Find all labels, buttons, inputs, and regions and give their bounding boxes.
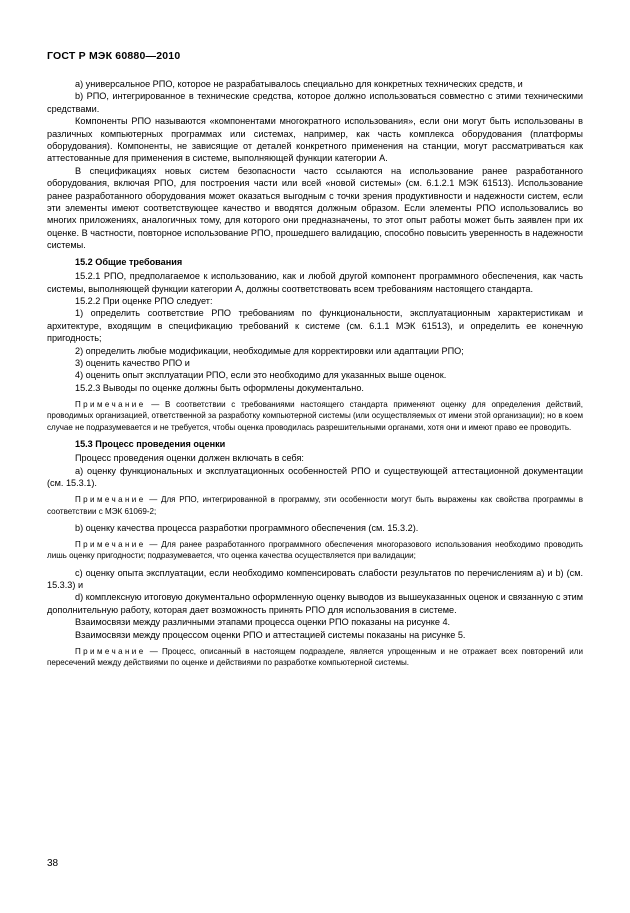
paragraph: а) универсальное РПО, которое не разрабатывалось специально для конкретных технических средств, и bbox=[75, 79, 523, 89]
note bbox=[47, 539, 583, 561]
list-item: 2) определить любые модификации, необходимые для корректировки или адаптации РПО; bbox=[75, 345, 464, 356]
list-item: b) оценку качества процесса разработки программного обеспечения (см. 15.3.2). bbox=[75, 522, 419, 533]
note bbox=[47, 494, 583, 516]
document-header: ГОСТ Р МЭК 60880—2010 bbox=[47, 50, 181, 62]
note-label: Примечание bbox=[75, 540, 146, 550]
section-heading-15-2: 15.2 Общие требования bbox=[75, 256, 183, 267]
note bbox=[47, 399, 583, 433]
paragraph: 15.2.2 При оценке РПО следует: bbox=[75, 295, 213, 306]
document-body bbox=[47, 78, 583, 673]
note-text: — В соответствии с требованиями настоящего стандарта применяют оценку для определения действий, проводимых организацией, ответственной за разработку компьютерной системы (или осуществляемых от имени этой организации); но в коем случае не подразумевается и не требуется, чтобы оценка проводилась разрешительными органами, хотя они и имеют право ее проводить. bbox=[47, 400, 583, 432]
note-label: Примечание bbox=[75, 400, 146, 410]
list-item: а) оценку функциональных и эксплуатационных особенностей РПО и существующей аттестационной документации (см. 15.3.1). bbox=[47, 465, 583, 488]
note-label: Примечание bbox=[75, 495, 146, 505]
note bbox=[47, 646, 583, 668]
paragraph: Процесс проведения оценки должен включать в себя: bbox=[75, 453, 304, 464]
note-text: — Процесс, описанный в настоящем подразделе, является упрощенным и не отражает всех повторений или пересечений между действиями по оценке и действиями по разработке компьютерной системы. bbox=[47, 647, 583, 668]
section-heading-15-3: 15.3 Процесс проведения оценки bbox=[75, 438, 226, 449]
paragraph: b) РПО, интегрированное в технические средства, которое должно использоваться совместно с этими техническими средствами. bbox=[47, 91, 583, 114]
note-text: — Для ранее разработанного программного обеспечения многоразового использования необходимо проводить лишь оценку пригодности; подразумевается, что оценка качества осуществляется при валидации; bbox=[47, 540, 583, 561]
page-number: 38 bbox=[47, 858, 59, 869]
list-item: 3) оценить качество РПО и bbox=[75, 357, 190, 368]
note-label: Примечание bbox=[75, 647, 146, 657]
paragraph: Взаимосвязи между различными этапами процесса оценки РПО показаны на рисунке 4. bbox=[75, 617, 451, 628]
paragraph: 15.2.3 Выводы по оценке должны быть оформлены документально. bbox=[75, 382, 364, 393]
paragraph: Компоненты РПО называются «компонентами многократного использования», если они могут быть использованы в различных компьютерных программах или системах, например, как часть комплекса оборудования (платформы оборудования). Компоненты, не зависящие от деталей конкретного применения на станции, могут рассматриваться как аттестованные для применения в системе, выполняющей функции категории А. bbox=[47, 116, 583, 164]
list-item: d) комплексную итоговую документально оформленную оценку выводов из вышеуказанных оценок и связанную с этим дополнительную работу, которая дает возможность принять РПО для использования в системе. bbox=[47, 592, 583, 615]
note-text: — Для РПО, интегрированной в программу, эти особенности могут быть выражены как свойства программы в соответствии с МЭК 61069-2; bbox=[47, 495, 583, 516]
list-item: 1) определить соответствие РПО требованиям по функциональности, эксплуатационным характеристикам и архитектуре, входящим в спецификацию требований к системе (см. 6.1.1 МЭК 61513), и определить ее конечную пригодность; bbox=[47, 308, 583, 344]
list-item: 4) оценить опыт эксплуатации РПО, если это необходимо для указанных выше оценок. bbox=[75, 370, 447, 381]
paragraph: В спецификациях новых систем безопасности часто ссылаются на использование ранее разработанного оборудования, включая РПО, для построения части или всей «новой системы» (см. 6.1.2.1 МЭК 61513). Использование ранее разработанного оборудования может оказаться выгодным с точки зрения продуктивности и надежности систем, если эти элементы имеют соответствующее качество и вводятся должным образом. Если элементы РПО использовались во многих приложениях, аналогичных тому, для которого они предназначены, то этот опыт работы может быть заявлен при их оценке. В частности, повторное использование РПО, прошедшего валидацию, способно повысить уверенность в надежности системы. bbox=[47, 165, 583, 251]
paragraph: Взаимосвязи между процессом оценки РПО и аттестацией системы показаны на рисунке 5. bbox=[75, 629, 466, 640]
paragraph: 15.2.1 РПО, предполагаемое к использованию, как и любой другой компонент программного обеспечения, как часть системы, выполняющей функции категории А, должны соответствовать всем требованиям настоящего стандарта. bbox=[47, 271, 583, 294]
list-item: с) оценку опыта эксплуатации, если необходимо компенсировать слабости результатов по перечислениям а) и b) (см. 15.3.3) и bbox=[47, 567, 583, 591]
